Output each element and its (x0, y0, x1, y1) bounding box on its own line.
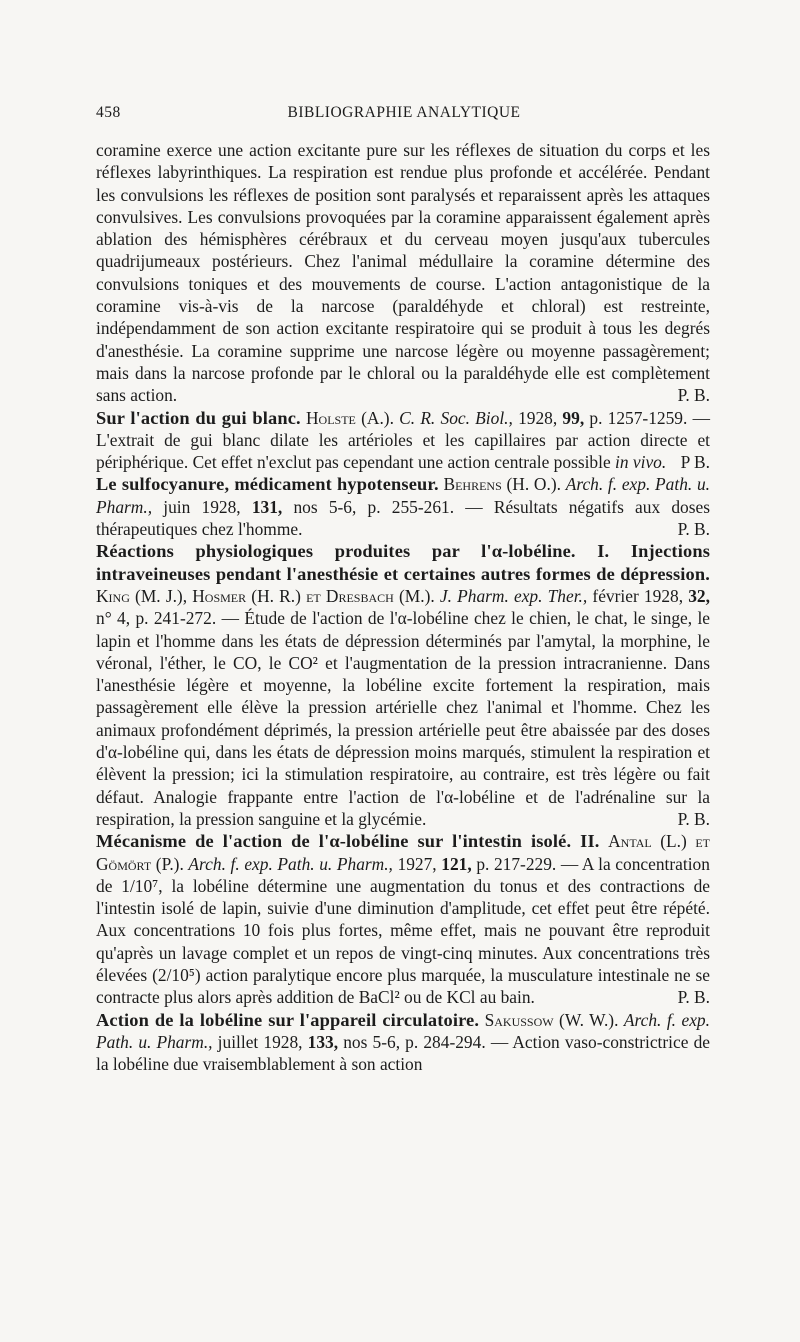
entry-journal: Arch. f. exp. Path. u. Pharm., (96, 474, 710, 517)
entry-volume: 121, (441, 853, 472, 874)
page-number: 458 (96, 104, 121, 121)
page-body (96, 139, 710, 1075)
entry-date: juin 1928, (163, 496, 241, 517)
entry-title: Réactions physiologiques produites par l'α-lobéline. I. Injections intraveineuses pendant l'anesthésie et certaines autres formes de dépression. (96, 541, 710, 584)
entry-lobeline-injections (96, 540, 710, 830)
signature: P. B. (677, 519, 710, 540)
entry-journal: Arch. f. exp. Path. u. Pharm., (96, 1009, 710, 1052)
entry-authors: Behrens (H. O.). (443, 474, 561, 495)
entry-authors: Holste (A.). (306, 407, 394, 428)
entry-volume: 133, (307, 1031, 339, 1052)
entry-date: juillet 1928, (217, 1031, 303, 1052)
entry-body: — Résultats négatifs aux doses thérapeutiques chez l'homme. (96, 496, 710, 540)
entry-authors: King (M. J.), Hosmer (H. R.) et Dresbach (M.). (96, 585, 435, 606)
entry-gui-blanc (96, 407, 710, 474)
entry-pages: nos 5-6, p. 255-261. (293, 496, 455, 517)
entry-journal: J. Pharm. exp. Ther., (439, 585, 588, 606)
entry-authors: Sakussow (W. W.). (484, 1009, 619, 1030)
intro-paragraph (96, 139, 710, 407)
entry-journal: Arch. f. exp. Path. u. Pharm., (188, 853, 393, 874)
entry-lobeline-circulatoire (96, 1009, 710, 1076)
entry-journal: C. R. Soc. Biol., (399, 407, 513, 428)
entry-title: Le sulfocyanure, médicament hypotenseur. (96, 474, 439, 495)
entry-pages: p. 217-229. (476, 853, 557, 874)
entry-date: 1928, (518, 407, 558, 428)
entry-body: — Étude de l'action de l'α-lobéline chez le chien, le chat, le singe, le lapin et l'homme dans les états de dépression déterminés par l'amytal, la morphine, le véronal, l'éther, le CO, le CO² et l'augmentation de la pression intracranienne. Dans l'anesthésie légère et moyenne, la lobéline excite fortement la respiration, mais passagèrement elle élève la pression artérielle chez l'animal et l'homme. Chez les animaux profondément déprimés, la pression artérielle peut être abaissée par des doses d'α-lobéline qui, dans les états de dépression moins marqués, stimulent la respiration et élèvent la pression; ici la stimulation respiratoire, au contraire, est très légère ou fait défaut. Analogie frappante entre l'action de l'α-lobéline et de l'adrénaline sur la respiration, la pression sanguine et la glycémie. (96, 608, 711, 829)
entry-sulfocyanure (96, 473, 710, 540)
signature: P. B. (677, 385, 710, 406)
signature: P B. (680, 452, 710, 473)
entry-body: — A la concentration de 1/10⁷, la lobéline détermine une augmentation du tonus et des contractions de l'intestin isolé de lapin, suivie d'une diminution d'amplitude, cet effet peut être répété. Aux concentrations 10 fois plus fortes, même effet, mais ne pouvant être reproduit qu'après un lavage complet et un repos de vingt-cinq minutes. Aux concentrations très élevées (2/10⁵) action paralytique encore plus marquée, la musculature intestinale ne se contracte plus alors après addition de BaCl² ou de KCl au bain. (96, 853, 710, 1008)
entry-lobeline-intestin (96, 830, 710, 1008)
entry-title: Sur l'action du gui blanc. (96, 407, 301, 428)
intro-text: coramine exerce une action excitante pure sur les réflexes de situation du corps et les réflexes labyrinthiques. La respiration est rendue plus profonde et accélérée. Pendant les convulsions les réflexes de position sont paralysés et reparaissent après les attaques convulsives. Les convulsions provoquées par la coramine apparaissent également après ablation des hémisphères cérébraux et du cerveau moyen jusqu'aux tubercules quadrijumeaux postérieurs. Chez l'animal médullaire la coramine détermine des convulsions toniques et des mouvements de course. L'action antagonistique de la coramine vis-à-vis de la narcose (paraldéhyde et chloral) est restreinte, indépendamment de son action excitante respiratoire qui se produit à tous les degrés d'anesthésie. La coramine supprime une narcose légère ou moyenne passagèrement; mais dans la narcose profonde par le chloral ou la paraldéhyde elle est complètement sans action. (96, 140, 710, 406)
entry-date: 1927, (397, 853, 437, 874)
entry-emphasis: in vivo. (615, 452, 667, 473)
entry-title: Action de la lobéline sur l'appareil circulatoire. (96, 1009, 480, 1030)
entry-date: février 1928, (592, 585, 684, 606)
entry-body: — Action vaso-constrictrice de la lobéline due vraisemblablement à son action (96, 1031, 710, 1075)
entry-pages: p. 1257-1259. (589, 407, 688, 428)
entry-body: — L'extrait de gui blanc dilate les artérioles et les capillaires par action directe et périphérique. Cet effet n'exclut pas cependant une action centrale possible (96, 407, 710, 473)
entry-volume: 99, (562, 407, 585, 428)
signature: P. B. (677, 808, 710, 829)
entry-authors: Antal (L.) et Gömört (P.). (96, 831, 711, 874)
entry-volume: 131, (251, 496, 283, 517)
signature: P. B. (677, 987, 710, 1008)
entry-pages: nos 5-6, p. 284-294. (343, 1031, 486, 1052)
entry-title: Mécanisme de l'action de l'α-lobéline sur l'intestin isolé. II. (96, 831, 600, 852)
entry-pages: n° 4, p. 241-272. (96, 608, 217, 629)
running-title: BIBLIOGRAPHIE ANALYTIQUE (287, 104, 521, 121)
entry-volume: 32, (688, 585, 710, 606)
